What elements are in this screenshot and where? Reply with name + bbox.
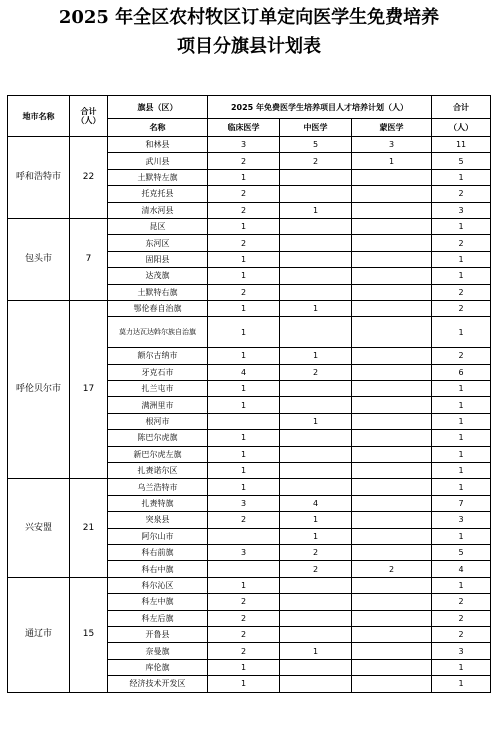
plan-table [7, 95, 491, 693]
tcm-cell [280, 577, 352, 593]
row-total-cell: 3 [432, 512, 491, 528]
county-name-cell: 扎赉诺尔区 [108, 463, 208, 479]
clinical-cell: 1 [208, 446, 280, 462]
tcm-cell [280, 381, 352, 397]
clinical-cell: 3 [208, 137, 280, 153]
clinical-cell: 1 [208, 251, 280, 267]
tcm-cell: 2 [280, 153, 352, 169]
row-total-cell: 1 [432, 577, 491, 593]
tcm-cell [280, 397, 352, 413]
clinical-cell: 1 [208, 300, 280, 316]
row-total-cell: 7 [432, 495, 491, 511]
row-total-cell: 1 [432, 479, 491, 495]
city-subtotal-cell: 21 [70, 479, 108, 577]
tcm-cell [280, 268, 352, 284]
clinical-cell: 1 [208, 479, 280, 495]
county-name-cell: 奈曼旗 [108, 643, 208, 659]
mongolian-cell [352, 169, 432, 185]
clinical-cell: 1 [208, 381, 280, 397]
row-total-cell: 1 [432, 528, 491, 544]
clinical-cell [208, 413, 280, 429]
mongolian-cell [352, 479, 432, 495]
mongolian-cell [352, 430, 432, 446]
tcm-cell: 1 [280, 202, 352, 218]
document-title-line-2: 项目分旗县计划表 [177, 36, 321, 57]
county-name-cell: 库伦旗 [108, 659, 208, 675]
header-total-top: 合计 [432, 96, 491, 119]
mongolian-cell [352, 397, 432, 413]
city-name-cell: 呼伦贝尔市 [8, 300, 70, 479]
mongolian-cell [352, 610, 432, 626]
mongolian-cell [352, 218, 432, 234]
row-total-cell: 1 [432, 659, 491, 675]
document-title-line-1: 2025 年全区农村牧区订单定向医学生免费培养 [58, 7, 440, 28]
clinical-cell: 1 [208, 676, 280, 692]
city-subtotal-cell: 7 [70, 218, 108, 300]
mongolian-cell [352, 202, 432, 218]
city-name-cell: 包头市 [8, 218, 70, 300]
city-subtotal-cell: 15 [70, 577, 108, 692]
county-name-cell: 科右中旗 [108, 561, 208, 577]
tcm-cell [280, 479, 352, 495]
row-total-cell: 1 [432, 317, 491, 348]
mongolian-cell [352, 348, 432, 364]
county-name-cell: 固阳县 [108, 251, 208, 267]
row-total-cell: 6 [432, 364, 491, 380]
mongolian-cell [352, 528, 432, 544]
clinical-cell: 2 [208, 186, 280, 202]
tcm-cell: 1 [280, 348, 352, 364]
table-row [8, 137, 491, 153]
tcm-cell [280, 317, 352, 348]
mongolian-cell [352, 446, 432, 462]
city-name-cell: 通辽市 [8, 577, 70, 692]
row-total-cell: 1 [432, 169, 491, 185]
county-name-cell: 莫力达瓦达斡尔族自治旗 [108, 317, 208, 348]
tcm-cell: 2 [280, 561, 352, 577]
row-total-cell: 3 [432, 202, 491, 218]
mongolian-cell [352, 186, 432, 202]
row-total-cell: 4 [432, 561, 491, 577]
county-name-cell: 额尔古纳市 [108, 348, 208, 364]
table-row [8, 577, 491, 593]
county-name-cell: 清水河县 [108, 202, 208, 218]
clinical-cell: 1 [208, 218, 280, 234]
county-name-cell: 土默特右旗 [108, 284, 208, 300]
mongolian-cell [352, 594, 432, 610]
clinical-cell: 2 [208, 512, 280, 528]
mongolian-cell [352, 413, 432, 429]
row-total-cell: 3 [432, 643, 491, 659]
tcm-cell [280, 676, 352, 692]
row-total-cell: 1 [432, 463, 491, 479]
mongolian-cell [352, 268, 432, 284]
county-name-cell: 科尔沁区 [108, 577, 208, 593]
clinical-cell: 1 [208, 577, 280, 593]
mongolian-cell [352, 364, 432, 380]
mongolian-cell [352, 495, 432, 511]
county-name-cell: 根河市 [108, 413, 208, 429]
tcm-cell [280, 284, 352, 300]
county-name-cell: 扎兰屯市 [108, 381, 208, 397]
mongolian-cell [352, 626, 432, 642]
mongolian-cell [352, 463, 432, 479]
county-name-cell: 达茂旗 [108, 268, 208, 284]
tcm-cell: 1 [280, 643, 352, 659]
county-name-cell: 科左后旗 [108, 610, 208, 626]
tcm-cell [280, 251, 352, 267]
row-total-cell: 2 [432, 284, 491, 300]
header-county-name: 名称 [108, 119, 208, 137]
table-row [8, 300, 491, 316]
mongolian-cell [352, 381, 432, 397]
tcm-cell: 5 [280, 137, 352, 153]
clinical-cell: 1 [208, 463, 280, 479]
tcm-cell [280, 463, 352, 479]
mongolian-cell: 3 [352, 137, 432, 153]
city-name-cell: 兴安盟 [8, 479, 70, 577]
mongolian-cell [352, 512, 432, 528]
tcm-cell: 1 [280, 528, 352, 544]
county-name-cell: 和林县 [108, 137, 208, 153]
header-plan-group: 2025 年免费医学生培养项目人才培养计划（人） [208, 96, 432, 119]
mongolian-cell [352, 284, 432, 300]
clinical-cell: 1 [208, 268, 280, 284]
header-tcm: 中医学 [280, 119, 352, 137]
city-subtotal-cell: 17 [70, 300, 108, 479]
tcm-cell [280, 235, 352, 251]
clinical-cell: 2 [208, 202, 280, 218]
row-total-cell: 2 [432, 626, 491, 642]
county-name-cell: 武川县 [108, 153, 208, 169]
row-total-cell: 2 [432, 300, 491, 316]
row-total-cell: 1 [432, 218, 491, 234]
clinical-cell: 1 [208, 348, 280, 364]
tcm-cell: 2 [280, 544, 352, 560]
header-city: 地市名称 [8, 96, 70, 137]
row-total-cell: 11 [432, 137, 491, 153]
row-total-cell: 2 [432, 235, 491, 251]
header-subtotal: 合计 （人） [70, 96, 108, 137]
county-name-cell: 科右前旗 [108, 544, 208, 560]
row-total-cell: 1 [432, 268, 491, 284]
clinical-cell: 2 [208, 626, 280, 642]
tcm-cell [280, 626, 352, 642]
clinical-cell: 1 [208, 430, 280, 446]
city-subtotal-cell: 22 [70, 137, 108, 219]
clinical-cell: 3 [208, 495, 280, 511]
mongolian-cell [352, 251, 432, 267]
mongolian-cell [352, 300, 432, 316]
county-name-cell: 科左中旗 [108, 594, 208, 610]
header-county-group: 旗县（区） [108, 96, 208, 119]
county-name-cell: 扎赉特旗 [108, 495, 208, 511]
row-total-cell: 1 [432, 397, 491, 413]
header-row-1 [8, 96, 491, 119]
header-total-unit: （人） [432, 119, 491, 137]
clinical-cell: 3 [208, 544, 280, 560]
clinical-cell: 2 [208, 235, 280, 251]
mongolian-cell [352, 577, 432, 593]
mongolian-cell [352, 676, 432, 692]
row-total-cell: 2 [432, 186, 491, 202]
header-clinical: 临床医学 [208, 119, 280, 137]
clinical-cell: 1 [208, 169, 280, 185]
clinical-cell: 1 [208, 397, 280, 413]
tcm-cell [280, 186, 352, 202]
tcm-cell [280, 169, 352, 185]
row-total-cell: 2 [432, 610, 491, 626]
row-total-cell: 1 [432, 381, 491, 397]
clinical-cell: 2 [208, 284, 280, 300]
tcm-cell [280, 610, 352, 626]
row-total-cell: 1 [432, 413, 491, 429]
tcm-cell [280, 430, 352, 446]
county-name-cell: 乌兰浩特市 [108, 479, 208, 495]
county-name-cell: 开鲁县 [108, 626, 208, 642]
header-mongolian: 蒙医学 [352, 119, 432, 137]
county-name-cell: 经济技术开发区 [108, 676, 208, 692]
row-total-cell: 1 [432, 446, 491, 462]
mongolian-cell [352, 317, 432, 348]
clinical-cell [208, 528, 280, 544]
table-row [8, 218, 491, 234]
clinical-cell: 4 [208, 364, 280, 380]
county-name-cell: 陈巴尔虎旗 [108, 430, 208, 446]
clinical-cell [208, 561, 280, 577]
tcm-cell: 4 [280, 495, 352, 511]
mongolian-cell: 2 [352, 561, 432, 577]
tcm-cell: 1 [280, 512, 352, 528]
county-name-cell: 东河区 [108, 235, 208, 251]
county-name-cell: 托克托县 [108, 186, 208, 202]
tcm-cell: 2 [280, 364, 352, 380]
city-name-cell: 呼和浩特市 [8, 137, 70, 219]
tcm-cell [280, 659, 352, 675]
row-total-cell: 1 [432, 251, 491, 267]
tcm-cell [280, 218, 352, 234]
clinical-cell: 2 [208, 153, 280, 169]
row-total-cell: 1 [432, 430, 491, 446]
clinical-cell: 2 [208, 594, 280, 610]
mongolian-cell: 1 [352, 153, 432, 169]
tcm-cell: 1 [280, 300, 352, 316]
row-total-cell: 2 [432, 348, 491, 364]
county-name-cell: 突泉县 [108, 512, 208, 528]
clinical-cell: 1 [208, 317, 280, 348]
row-total-cell: 5 [432, 153, 491, 169]
row-total-cell: 1 [432, 676, 491, 692]
county-name-cell: 土默特左旗 [108, 169, 208, 185]
county-name-cell: 满洲里市 [108, 397, 208, 413]
mongolian-cell [352, 235, 432, 251]
row-total-cell: 2 [432, 594, 491, 610]
county-name-cell: 阿尔山市 [108, 528, 208, 544]
tcm-cell [280, 446, 352, 462]
mongolian-cell [352, 659, 432, 675]
county-name-cell: 牙克石市 [108, 364, 208, 380]
tcm-cell: 1 [280, 413, 352, 429]
county-name-cell: 昆区 [108, 218, 208, 234]
clinical-cell: 1 [208, 659, 280, 675]
mongolian-cell [352, 544, 432, 560]
clinical-cell: 2 [208, 610, 280, 626]
table-row [8, 479, 491, 495]
clinical-cell: 2 [208, 643, 280, 659]
row-total-cell: 5 [432, 544, 491, 560]
mongolian-cell [352, 643, 432, 659]
county-name-cell: 新巴尔虎左旗 [108, 446, 208, 462]
county-name-cell: 鄂伦春自治旗 [108, 300, 208, 316]
tcm-cell [280, 594, 352, 610]
